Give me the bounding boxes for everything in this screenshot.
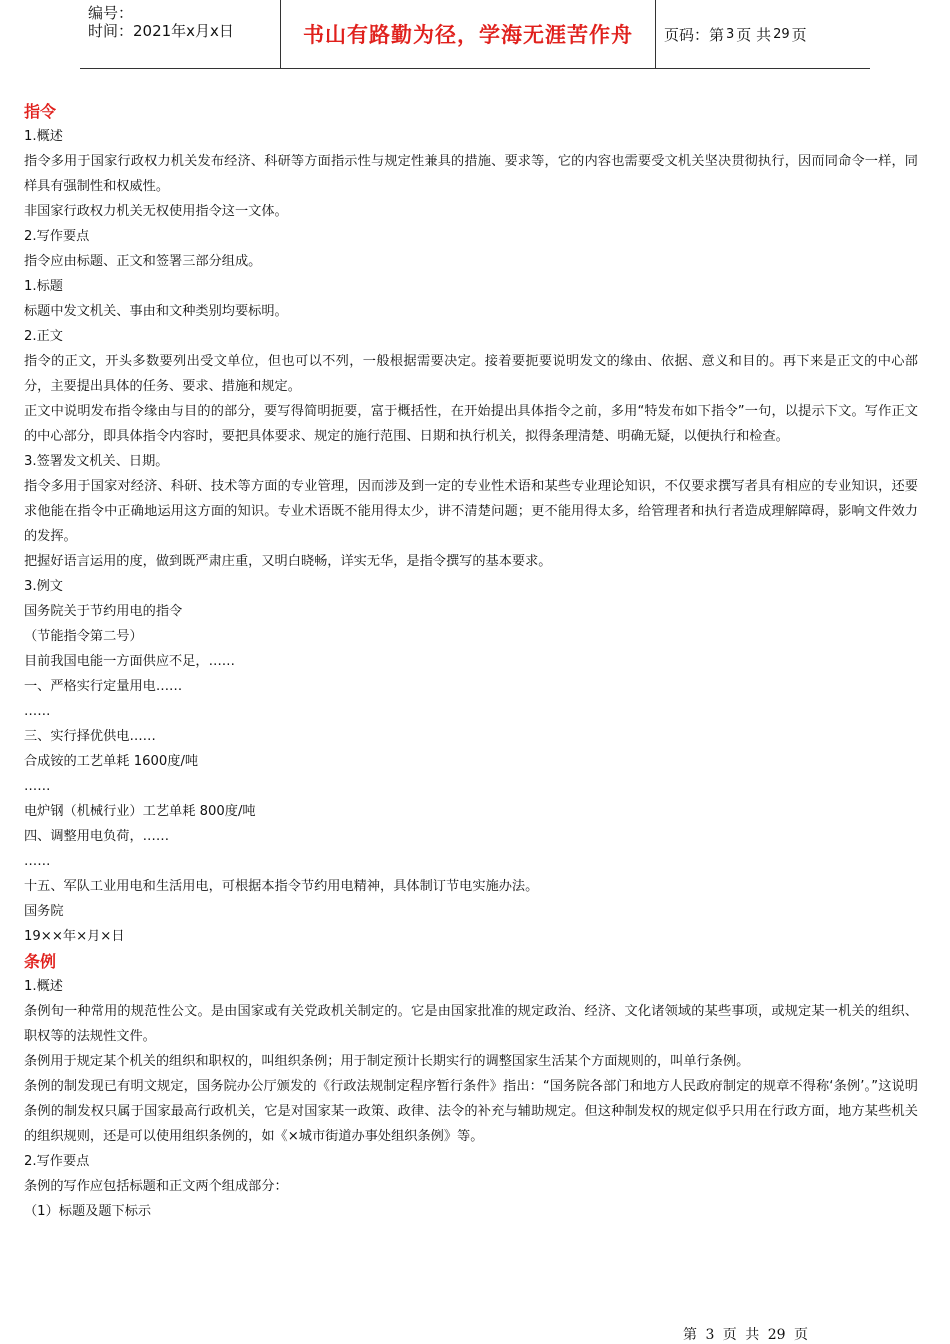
header-motto: 书山有路勤为径，学海无涯苦作舟 bbox=[280, 0, 656, 68]
body-line: 2.正文 bbox=[24, 329, 63, 344]
body-paragraph: 指令多用于国家对经济、科研、技术等方面的专业管理，因而涉及到一定的专业性术语和某些专业理论知识，不仅要求撰写者具有相应的专业知识，还要求他能在指令中正确地运用这方面的知识。专业术语既不能用得太少，讲不清楚问题；更不能用得太多，给管理者和执行者造成理解障碍，影响文件效力的发挥。 bbox=[24, 479, 918, 544]
body-paragraph: 条例的制发现已有明文规定，国务院办公厅颁发的《行政法规制定程序暂行条件》指出：“国务院各部门和地方人民政府制定的规章不得称‘条例’。”这说明条例的制发权只属于国家最高行政机关，它是对国家某一政策、政律、法令的补充与辅助规定。但这种制发权的规定似乎只用在行政方面，地方某些机关的组织规则，还是可以使用组织条例的，如《×城市街道办事处组织条例》等。 bbox=[24, 1079, 918, 1144]
section-heading: 指令 bbox=[24, 102, 57, 121]
document-body bbox=[24, 99, 918, 1224]
body-line: 条例用于规定某个机关的组织和职权的，叫组织条例；用于制定预计长期实行的调整国家生活某个方面规则的，叫单行条例。 bbox=[24, 1054, 750, 1069]
body-line: 把握好语言运用的度，做到既严肃庄重，又明白晓畅，详实无华，是指令撰写的基本要求。 bbox=[24, 554, 552, 569]
body-line: …… bbox=[24, 779, 51, 794]
body-line: （节能指令第二号） bbox=[24, 629, 143, 644]
body-line: 1.概述 bbox=[24, 979, 63, 994]
document-number-label: 编号： bbox=[88, 4, 134, 22]
page-suffix: 页 bbox=[791, 25, 807, 44]
body-line: （1）标题及题下标示 bbox=[24, 1204, 152, 1219]
page-footer: 第 3 页 共 29 页 bbox=[683, 1327, 808, 1343]
body-line: 标题中发文机关、事由和文种类别均要标明。 bbox=[24, 304, 288, 319]
page-mid: 页 共 bbox=[736, 25, 772, 44]
body-line: 非国家行政权力机关无权使用指令这一文体。 bbox=[24, 204, 288, 219]
body-line: 国务院关于节约用电的指令 bbox=[24, 604, 183, 619]
body-line: 19××年×月×日 bbox=[24, 929, 125, 944]
body-line: 1.标题 bbox=[24, 279, 63, 294]
header-meta bbox=[88, 0, 284, 72]
page-header bbox=[80, 0, 870, 69]
body-line: …… bbox=[24, 854, 51, 869]
body-line: 3.例文 bbox=[24, 579, 63, 594]
page-total: 29 bbox=[773, 26, 790, 42]
page-prefix: 页码：第 bbox=[664, 25, 725, 44]
body-line: 2.写作要点 bbox=[24, 1154, 90, 1169]
body-line: 十五、军队工业用电和生活用电，可根据本指令节约用电精神，具体制订节电实施办法。 bbox=[24, 879, 539, 894]
section-heading: 条例 bbox=[24, 952, 57, 971]
body-line: 一、严格实行定量用电…… bbox=[24, 679, 183, 694]
body-line: 2.写作要点 bbox=[24, 229, 90, 244]
page-current: 3 bbox=[726, 26, 735, 42]
body-line: 合成铵的工艺单耗 1600度/吨 bbox=[24, 754, 199, 769]
body-paragraph: 正文中说明发布指令缘由与目的的部分，要写得简明扼要，富于概括性，在开始提出具体指令之前，多用“特发布如下指令”一句，以提示下文。写作正文的中心部分，即具体指令内容时，要把具体要求、规定的施行范围、日期和执行机关，拟得条理清楚、明确无疑，以便执行和检查。 bbox=[24, 404, 918, 444]
body-line: 三、实行择优供电…… bbox=[24, 729, 156, 744]
body-line: 条例的写作应包括标题和正文两个组成部分： bbox=[24, 1179, 288, 1194]
body-line: 国务院 bbox=[24, 904, 64, 919]
body-line: 3.签署发文机关、日期。 bbox=[24, 454, 169, 469]
body-paragraph: 指令的正文，开头多数要列出受文单位，但也可以不列，一般根据需要决定。接着要扼要说明发文的缘由、依据、意义和目的。再下来是正文的中心部分，主要提出具体的任务、要求、措施和规定。 bbox=[24, 354, 918, 394]
body-line: 指令应由标题、正文和签署三部分组成。 bbox=[24, 254, 262, 269]
header-page-indicator bbox=[664, 0, 864, 68]
body-line: 1.概述 bbox=[24, 129, 63, 144]
body-line: 四、调整用电负荷，…… bbox=[24, 829, 170, 844]
body-paragraph: 指令多用于国家行政权力机关发布经济、科研等方面指示性与规定性兼具的措施、要求等，它的内容也需要受文机关坚决贯彻执行，因而同命令一样，同样具有强制性和权威性。 bbox=[24, 154, 918, 194]
body-line: …… bbox=[24, 704, 51, 719]
body-line: 电炉钢（机械行业）工艺单耗 800度/吨 bbox=[24, 804, 256, 819]
body-paragraph: 条例旬一种常用的规范性公文。是由国家或有关党政机关制定的。它是由国家批准的规定政治、经济、文化诸领域的某些事项，或规定某一机关的组织、职权等的法规性文件。 bbox=[24, 1004, 918, 1044]
body-line: 目前我国电能一方面供应不足，…… bbox=[24, 654, 235, 669]
document-time-label: 时间：2021年x月x日 bbox=[88, 22, 234, 40]
